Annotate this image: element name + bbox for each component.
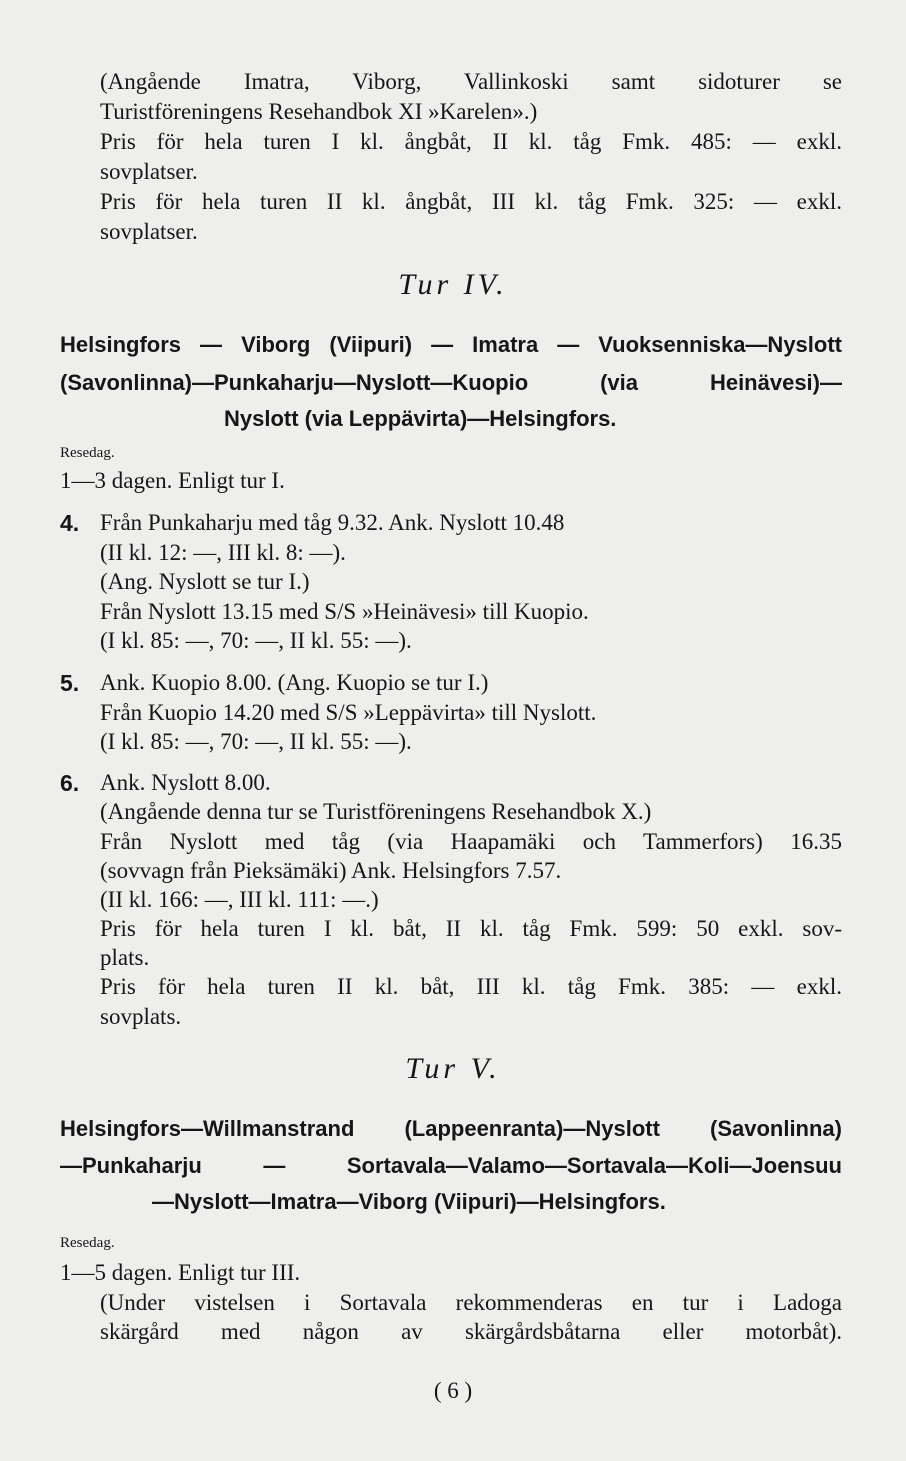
tour-4-route-line-2: (Savonlinna)—Punkaharju—Nyslott—Kuopio (via Heinävesi)— <box>60 370 842 395</box>
tour-4-price-2-line-1: Pris för hela turen II kl. båt, III kl. tåg Fmk. 385: — exkl. <box>100 974 842 999</box>
tour-4-day-6-line-3: Från Nyslott med tåg (via Haapamäki och Tammerfors) 16.35 <box>100 829 842 854</box>
intro-line-1: (Angående Imatra, Viborg, Vallinkoski samt sidoturer se <box>100 69 842 94</box>
tour-4-day-6-line-4: (sovvagn från Pieksämäki) Ank. Helsingfors 7.57. <box>100 858 562 883</box>
tour-4-day-6-line-5: (II kl. 166: —, III kl. 111: —.) <box>100 887 379 912</box>
tour-4-title: Tur IV. <box>398 268 508 301</box>
tour-5-resedag-label: Resedag. <box>60 1235 115 1251</box>
tour-5-route-line-3: —Nyslott—Imatra—Viborg (Viipuri)—Helsingfors. <box>152 1189 666 1214</box>
tour-4-days-1-3: 1—3 dagen. Enligt tur I. <box>60 468 285 493</box>
tour-4-day-5-line-3: (I kl. 85: —, 70: —, II kl. 55: —). <box>100 729 412 754</box>
tour-4-price-2-line-2: sovplats. <box>100 1004 182 1029</box>
tour-4-day-4-line-3: (Ang. Nyslott se tur I.) <box>100 569 310 594</box>
page-number: ( 6 ) <box>433 1378 473 1403</box>
tour-4-day-5-line-2: Från Kuopio 14.20 med S/S »Leppävirta» till Nyslott. <box>100 700 597 725</box>
tour-5-note-line-1: (Under vistelsen i Sortavala rekommenderas en tur i Ladoga <box>100 1290 842 1315</box>
intro-price-line-1: Pris för hela turen I kl. ångbåt, II kl. tåg Fmk. 485: — exkl. <box>100 129 842 154</box>
tour-4-day-6-number: 6. <box>60 770 80 796</box>
tour-5-days-1-5: 1—5 dagen. Enligt tur III. <box>60 1260 301 1285</box>
intro-price-line-1b: sovplatser. <box>100 159 198 184</box>
tour-5-title: Tur V. <box>405 1052 501 1085</box>
tour-4-route-line-3: Nyslott (via Leppävirta)—Helsingfors. <box>224 406 617 431</box>
tour-4-resedag-label: Resedag. <box>60 445 115 461</box>
intro-line-2: Turistföreningens Resehandbok XI »Karelen».) <box>100 99 538 124</box>
tour-4-price-1-line-2: plats. <box>100 945 150 970</box>
tour-4-price-1-line-1: Pris för hela turen I kl. båt, II kl. tåg Fmk. 599: 50 exkl. sov- <box>100 916 842 941</box>
tour-4-day-4-line-5: (I kl. 85: —, 70: —, II kl. 55: —). <box>100 628 412 653</box>
intro-price-line-2b: sovplatser. <box>100 219 198 244</box>
tour-4-day-4-line-4: Från Nyslott 13.15 med S/S »Heinävesi» till Kuopio. <box>100 599 589 624</box>
tour-4-day-4-line-2: (II kl. 12: —, III kl. 8: —). <box>100 540 346 565</box>
tour-5-note-line-2: skärgård med någon av skärgårdsbåtarna eller motorbåt). <box>100 1319 842 1344</box>
tour-4-day-6-line-2: (Angående denna tur se Turistföreningens Resehandbok X.) <box>100 799 652 824</box>
tour-4-day-5-line-1: Ank. Kuopio 8.00. (Ang. Kuopio se tur I.) <box>100 670 489 695</box>
tour-5-route-line-1: Helsingfors—Willmanstrand (Lappeenranta)—Nyslott (Savonlinna) <box>60 1116 842 1141</box>
tour-4-day-4-line-1: Från Punkaharju med tåg 9.32. Ank. Nyslott 10.48 <box>100 510 565 535</box>
tour-4-day-5-number: 5. <box>60 670 80 696</box>
intro-price-line-2: Pris för hela turen II kl. ångbåt, III kl. tåg Fmk. 325: — exkl. <box>100 189 842 214</box>
tour-4-route-line-1: Helsingfors — Viborg (Viipuri) — Imatra — Vuoksenniska—Nyslott <box>60 332 842 357</box>
tour-4-day-4-number: 4. <box>60 510 80 536</box>
tour-4-day-6-line-1: Ank. Nyslott 8.00. <box>100 770 271 795</box>
tour-5-route-line-2: —Punkaharju — Sortavala—Valamo—Sortavala—Koli—Joensuu <box>60 1153 842 1178</box>
